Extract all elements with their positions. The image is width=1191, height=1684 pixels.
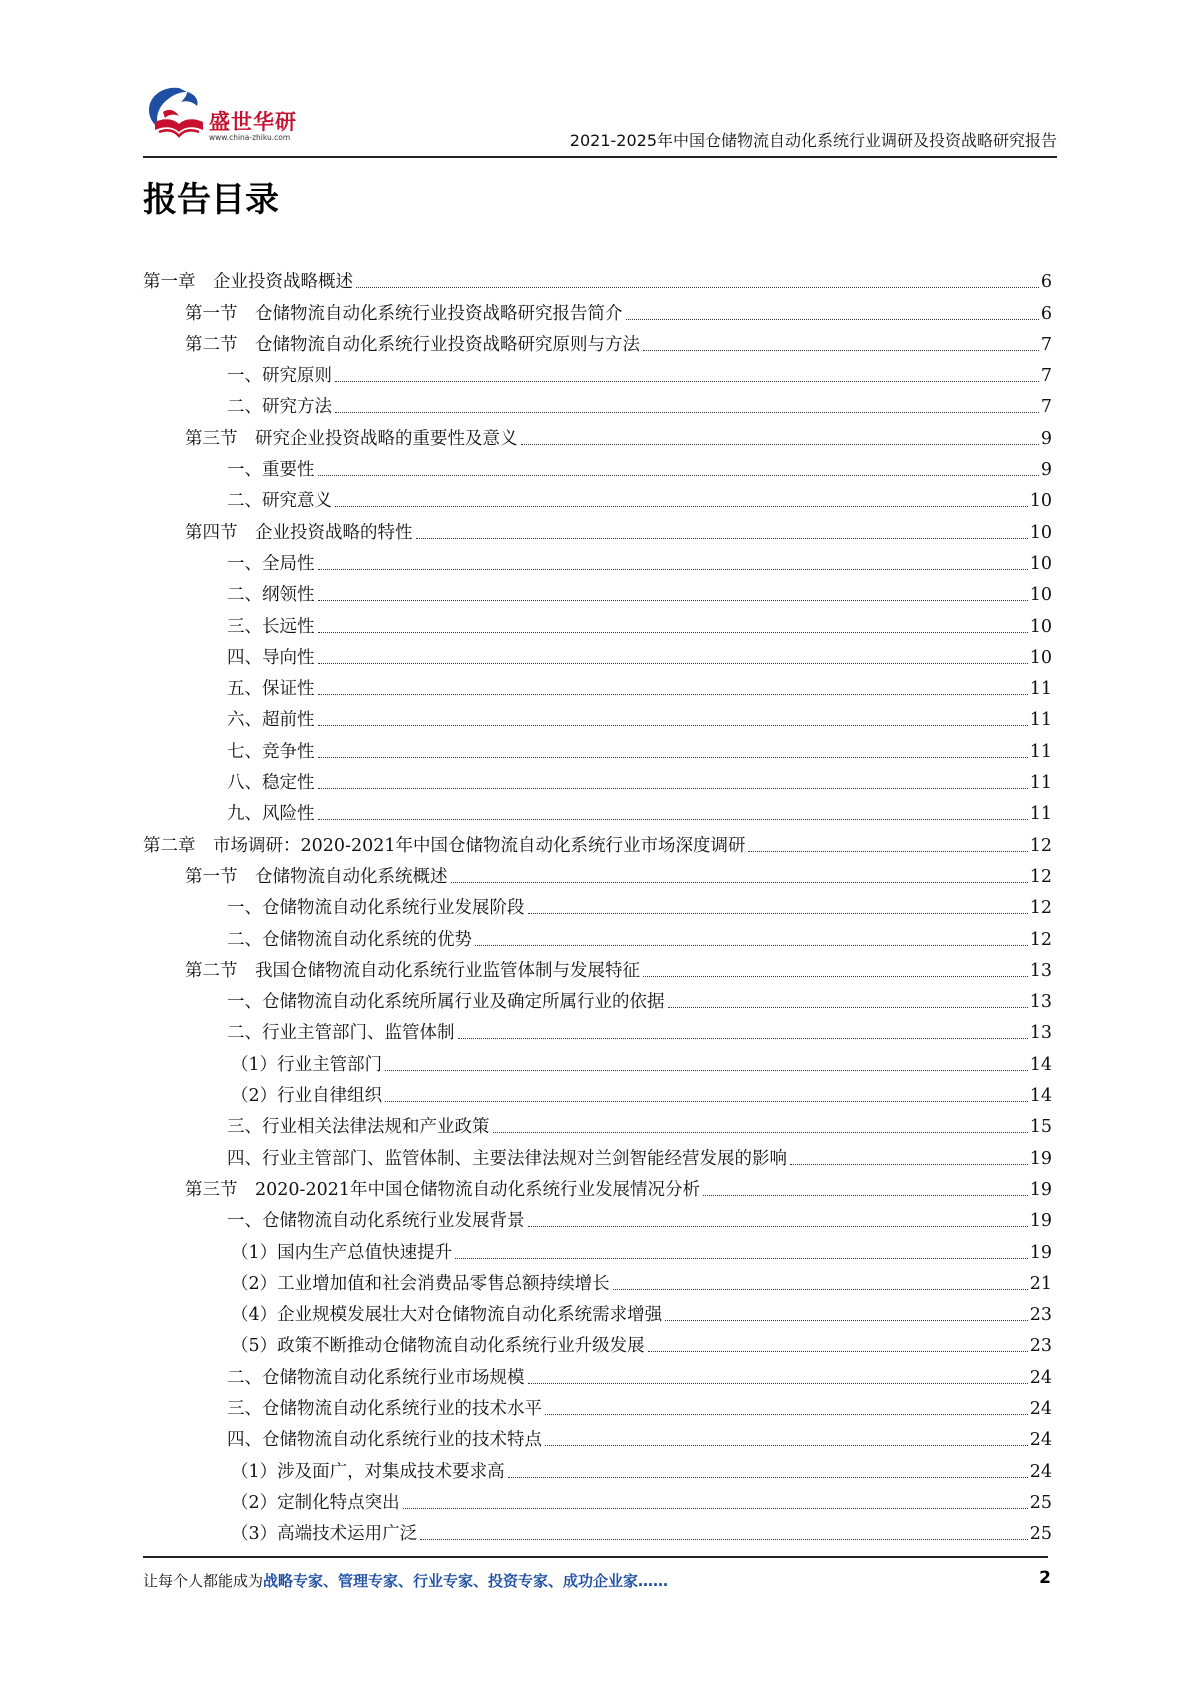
report-title: 2021-2025年中国仓储物流自动化系统行业调研及投资战略研究报告 bbox=[569, 131, 1057, 150]
toc-entry[interactable] bbox=[143, 481, 1052, 512]
toc-entry-title: 第二节 我国仓储物流自动化系统行业监管体制与发展特征 bbox=[185, 960, 640, 981]
header-divider bbox=[143, 156, 1057, 158]
dot-leader bbox=[416, 538, 1028, 539]
toc-entry-title: 六、超前性 bbox=[227, 710, 315, 731]
toc-entry-page: 10 bbox=[1029, 522, 1052, 543]
dot-leader bbox=[528, 1226, 1028, 1227]
toc-entry[interactable] bbox=[143, 1201, 1052, 1232]
toc-entry[interactable] bbox=[143, 951, 1052, 982]
toc-entry[interactable] bbox=[143, 1138, 1052, 1169]
toc-entry[interactable] bbox=[143, 825, 1052, 856]
dot-leader bbox=[455, 1258, 1028, 1259]
dot-leader bbox=[318, 569, 1028, 570]
toc-entry-title: 第三节 研究企业投资战略的重要性及意义 bbox=[185, 428, 518, 449]
toc-entry-title: （2）定制化特点突出 bbox=[231, 1492, 400, 1513]
toc-entry-title: （1）行业主管部门 bbox=[231, 1054, 383, 1075]
toc-entry-title: 二、研究意义 bbox=[227, 491, 332, 512]
toc-entry-page: 11 bbox=[1029, 741, 1052, 762]
toc-entry-page: 23 bbox=[1029, 1305, 1052, 1326]
toc-entry-title: 三、长远性 bbox=[227, 616, 315, 637]
toc-entry-title: 三、行业相关法律法规和产业政策 bbox=[227, 1117, 490, 1138]
dot-leader bbox=[613, 1289, 1028, 1290]
toc-entry-title: 二、仓储物流自动化系统的优势 bbox=[227, 929, 472, 950]
logo-emblem-icon bbox=[143, 82, 209, 142]
toc-entry-page: 23 bbox=[1029, 1336, 1052, 1357]
toc-entry-page: 25 bbox=[1029, 1492, 1052, 1513]
dot-leader bbox=[318, 694, 1028, 695]
dot-leader bbox=[458, 1038, 1028, 1039]
toc-entry-page: 10 bbox=[1029, 491, 1052, 512]
toc-entry-page: 21 bbox=[1029, 1273, 1052, 1294]
dot-leader bbox=[318, 600, 1028, 601]
toc-entry-page: 14 bbox=[1029, 1054, 1052, 1075]
toc-entry[interactable] bbox=[143, 1264, 1052, 1295]
dot-leader bbox=[403, 1508, 1028, 1509]
toc-entry-page: 10 bbox=[1029, 647, 1052, 668]
toc-entry[interactable] bbox=[143, 1107, 1052, 1138]
dot-leader bbox=[665, 1320, 1028, 1321]
toc-entry[interactable] bbox=[143, 888, 1052, 919]
toc-entry[interactable] bbox=[143, 1013, 1052, 1044]
toc-entry-page: 13 bbox=[1029, 992, 1052, 1013]
toc-entry-title: 第三节 2020-2021年中国仓储物流自动化系统行业发展情况分析 bbox=[185, 1179, 700, 1200]
toc-entry-title: 一、研究原则 bbox=[227, 366, 332, 387]
toc-entry-page: 10 bbox=[1029, 616, 1052, 637]
toc-entry-page: 7 bbox=[1040, 334, 1052, 355]
slogan-lead: 让每个人都能成为 bbox=[143, 1572, 264, 1590]
toc-entry[interactable] bbox=[143, 919, 1052, 950]
dot-leader bbox=[528, 913, 1028, 914]
toc-entry[interactable] bbox=[143, 1295, 1052, 1326]
toc-entry[interactable] bbox=[143, 857, 1052, 888]
toc-entry[interactable] bbox=[143, 262, 1052, 293]
toc-entry[interactable] bbox=[143, 1326, 1052, 1357]
toc-entry[interactable] bbox=[143, 325, 1052, 356]
toc-entry-page: 7 bbox=[1040, 397, 1052, 418]
dot-leader bbox=[643, 976, 1028, 977]
toc-entry-title: 五、保证性 bbox=[227, 679, 315, 700]
dot-leader bbox=[356, 287, 1039, 288]
dot-leader bbox=[318, 632, 1028, 633]
toc-entry[interactable] bbox=[143, 356, 1052, 387]
toc-entry[interactable] bbox=[143, 794, 1052, 825]
company-logo bbox=[143, 82, 313, 148]
toc-entry[interactable] bbox=[143, 1076, 1052, 1107]
toc-entry-title: 第二章 市场调研：2020-2021年中国仓储物流自动化系统行业市场深度调研 bbox=[143, 835, 746, 856]
toc-entry-title: 三、仓储物流自动化系统行业的技术水平 bbox=[227, 1398, 542, 1419]
toc-entry[interactable] bbox=[143, 1389, 1052, 1420]
toc-entry-page: 19 bbox=[1029, 1211, 1052, 1232]
dot-leader bbox=[508, 1477, 1028, 1478]
toc-entry[interactable] bbox=[143, 450, 1052, 481]
dot-leader bbox=[335, 506, 1028, 507]
dot-leader bbox=[648, 1351, 1028, 1352]
dot-leader bbox=[318, 475, 1039, 476]
toc-entry[interactable] bbox=[143, 669, 1052, 700]
toc-entry-page: 24 bbox=[1029, 1367, 1052, 1388]
toc-entry-title: 二、仓储物流自动化系统行业市场规模 bbox=[227, 1367, 525, 1388]
dot-leader bbox=[451, 882, 1028, 883]
toc-entry-page: 6 bbox=[1040, 272, 1052, 293]
toc-entry-title: 第一章 企业投资战略概述 bbox=[143, 272, 353, 293]
toc-entry-title: 一、全局性 bbox=[227, 553, 315, 574]
toc-entry-title: 一、仓储物流自动化系统所属行业及确定所属行业的依据 bbox=[227, 992, 665, 1013]
toc-entry-title: 一、重要性 bbox=[227, 460, 315, 481]
dot-leader bbox=[703, 1195, 1028, 1196]
toc-entry-title: 九、风险性 bbox=[227, 804, 315, 825]
dot-leader bbox=[335, 381, 1039, 382]
toc-entry-title: 一、仓储物流自动化系统行业发展阶段 bbox=[227, 898, 525, 919]
footer-slogan bbox=[143, 1570, 668, 1591]
dot-leader bbox=[668, 1007, 1028, 1008]
dot-leader bbox=[626, 319, 1039, 320]
toc-entry-page: 19 bbox=[1029, 1242, 1052, 1263]
toc-entry-page: 12 bbox=[1029, 866, 1052, 887]
toc-entry-title: 第一节 仓储物流自动化系统概述 bbox=[185, 866, 448, 887]
dot-leader bbox=[385, 1070, 1028, 1071]
dot-leader bbox=[521, 444, 1039, 445]
toc-entry[interactable] bbox=[143, 293, 1052, 324]
dot-leader bbox=[643, 350, 1039, 351]
toc-entry-page: 25 bbox=[1029, 1524, 1052, 1545]
toc-entry[interactable] bbox=[143, 1514, 1052, 1545]
toc-entry-title: 二、纲领性 bbox=[227, 585, 315, 606]
toc-entry-title: 二、行业主管部门、监管体制 bbox=[227, 1023, 455, 1044]
toc-entry-title: 二、研究方法 bbox=[227, 397, 332, 418]
dot-leader bbox=[335, 412, 1039, 413]
toc-entry-page: 11 bbox=[1029, 710, 1052, 731]
toc-entry-title: 八、稳定性 bbox=[227, 773, 315, 794]
toc-entry-page: 24 bbox=[1029, 1461, 1052, 1482]
toc-entry-page: 11 bbox=[1029, 804, 1052, 825]
dot-leader bbox=[318, 788, 1028, 789]
toc-entry[interactable] bbox=[143, 700, 1052, 731]
toc-entry[interactable] bbox=[143, 544, 1052, 575]
dot-leader bbox=[545, 1445, 1028, 1446]
toc-entry-title: 四、导向性 bbox=[227, 647, 315, 668]
slogan-highlight: 战略专家、管理专家、行业专家、投资专家、成功企业家…… bbox=[263, 1572, 669, 1590]
toc-entry[interactable] bbox=[143, 606, 1052, 637]
toc-entry-page: 7 bbox=[1040, 366, 1052, 387]
toc-entry-title: 第四节 企业投资战略的特性 bbox=[185, 522, 413, 543]
toc-entry-title: （2）行业自律组织 bbox=[231, 1086, 383, 1107]
toc-entry[interactable] bbox=[143, 1420, 1052, 1451]
dot-leader bbox=[475, 945, 1028, 946]
toc-entry[interactable] bbox=[143, 1170, 1052, 1201]
toc-entry[interactable] bbox=[143, 1232, 1052, 1263]
toc-entry-page: 10 bbox=[1029, 585, 1052, 606]
toc-entry-page: 14 bbox=[1029, 1086, 1052, 1107]
toc-entry-page: 9 bbox=[1040, 460, 1052, 481]
toc-entry-title: （1）国内生产总值快速提升 bbox=[231, 1242, 453, 1263]
toc-entry-page: 19 bbox=[1029, 1179, 1052, 1200]
page-number: 2 bbox=[1039, 1568, 1051, 1588]
toc-entry-title: （3）高端技术运用广泛 bbox=[231, 1524, 418, 1545]
page-header bbox=[143, 82, 1057, 158]
toc-entry[interactable] bbox=[143, 731, 1052, 762]
toc-entry-title: （5）政策不断推动仓储物流自动化系统行业升级发展 bbox=[231, 1336, 645, 1357]
dot-leader bbox=[318, 819, 1028, 820]
toc-entry-page: 13 bbox=[1029, 960, 1052, 981]
dot-leader bbox=[420, 1539, 1028, 1540]
toc-entry-title: 一、仓储物流自动化系统行业发展背景 bbox=[227, 1211, 525, 1232]
toc-entry-title: 四、仓储物流自动化系统行业的技术特点 bbox=[227, 1430, 542, 1451]
toc-entry-page: 12 bbox=[1029, 835, 1052, 856]
page-title: 报告目录 bbox=[143, 180, 279, 220]
toc-entry[interactable] bbox=[143, 1451, 1052, 1482]
toc-entry-page: 9 bbox=[1040, 428, 1052, 449]
toc-entry-page: 24 bbox=[1029, 1398, 1052, 1419]
toc-entry[interactable] bbox=[143, 1357, 1052, 1388]
toc-entry[interactable] bbox=[143, 982, 1052, 1013]
dot-leader bbox=[385, 1101, 1028, 1102]
toc-entry-title: 四、行业主管部门、监管体制、主要法律法规对兰剑智能经营发展的影响 bbox=[227, 1148, 787, 1169]
toc-entry-page: 24 bbox=[1029, 1430, 1052, 1451]
toc-entry-title: （4）企业规模发展壮大对仓储物流自动化系统需求增强 bbox=[231, 1305, 663, 1326]
dot-leader bbox=[528, 1383, 1028, 1384]
toc-entry-page: 12 bbox=[1029, 898, 1052, 919]
toc-entry-page: 11 bbox=[1029, 679, 1052, 700]
dot-leader bbox=[318, 725, 1028, 726]
footer-divider bbox=[143, 1556, 1048, 1558]
toc-entry[interactable] bbox=[143, 387, 1052, 418]
toc-entry-page: 6 bbox=[1040, 303, 1052, 324]
toc-entry[interactable] bbox=[143, 512, 1052, 543]
toc-entry-title: （2）工业增加值和社会消费品零售总额持续增长 bbox=[231, 1273, 610, 1294]
toc-entry[interactable] bbox=[143, 575, 1052, 606]
toc-entry[interactable] bbox=[143, 418, 1052, 449]
dot-leader bbox=[545, 1414, 1028, 1415]
toc-entry-page: 10 bbox=[1029, 553, 1052, 574]
dot-leader bbox=[318, 757, 1028, 758]
toc-entry[interactable] bbox=[143, 763, 1052, 794]
logo-text: 盛世华研 bbox=[209, 110, 297, 134]
dot-leader bbox=[790, 1164, 1028, 1165]
toc-entry-title: （1）涉及面广，对集成技术要求高 bbox=[231, 1461, 505, 1482]
toc-entry-page: 13 bbox=[1029, 1023, 1052, 1044]
table-of-contents bbox=[143, 262, 1052, 1545]
dot-leader bbox=[748, 851, 1027, 852]
toc-entry[interactable] bbox=[143, 1483, 1052, 1514]
toc-entry[interactable] bbox=[143, 1044, 1052, 1075]
toc-entry-title: 第一节 仓储物流自动化系统行业投资战略研究报告简介 bbox=[185, 303, 623, 324]
toc-entry[interactable] bbox=[143, 638, 1052, 669]
toc-entry-page: 12 bbox=[1029, 929, 1052, 950]
dot-leader bbox=[318, 663, 1028, 664]
toc-entry-title: 七、竞争性 bbox=[227, 741, 315, 762]
logo-url: www.china-zhiku.com bbox=[209, 133, 291, 142]
toc-entry-title: 第二节 仓储物流自动化系统行业投资战略研究原则与方法 bbox=[185, 334, 640, 355]
toc-entry-page: 15 bbox=[1029, 1117, 1052, 1138]
toc-entry-page: 19 bbox=[1029, 1148, 1052, 1169]
toc-entry-page: 11 bbox=[1029, 773, 1052, 794]
dot-leader bbox=[493, 1132, 1028, 1133]
